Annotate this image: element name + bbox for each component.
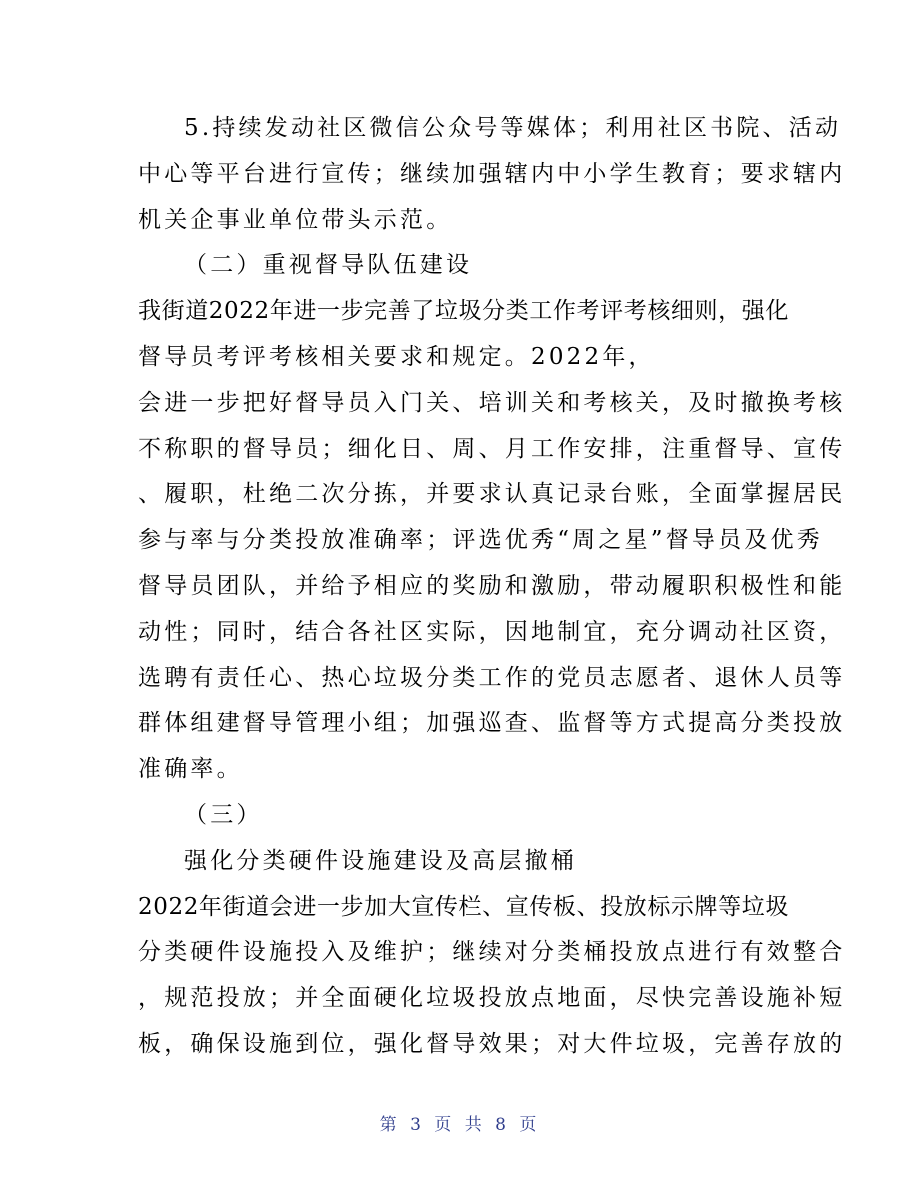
text-line: 我街道2022年进一步完善了垃圾分类工作考评考核细则，强化: [138, 298, 789, 325]
text-line: 2022年街道会进一步加大宣传栏、宣传板、投放标示牌等垃圾: [138, 893, 789, 920]
text-line: 、履职，杜绝二次分拣，并要求认真记录台账，全面掌握居民: [138, 481, 846, 508]
text-line: 准确率。: [138, 756, 243, 783]
section-heading: （三）: [184, 801, 263, 828]
text-line: 选聘有责任心、热心垃圾分类工作的党员志愿者、退休人员等: [138, 664, 846, 691]
text-line: ，规范投放；并全面硬化垃圾投放点地面，尽快完善设施补短: [138, 985, 846, 1012]
text-line: 群体组建督导管理小组；加强巡查、监督等方式提高分类投放: [138, 710, 846, 737]
section-heading: （二）重视督导队伍建设: [184, 252, 473, 279]
text-line: 督导员团队，并给予相应的奖励和激励，带动履职积极性和能: [138, 572, 846, 599]
page-number: 第 3 页 共 8 页: [379, 1115, 541, 1135]
document-body: [138, 106, 846, 1068]
text-line: 中心等平台进行宣传；继续加强辖内中小学生教育；要求辖内: [138, 160, 846, 187]
text-line: 动性；同时，结合各社区实际，因地制宜，充分调动社区资，: [138, 618, 846, 645]
text-line: 分类硬件设施投入及维护；继续对分类桶投放点进行有效整合: [138, 939, 846, 966]
text-line: 板，确保设施到位，强化督导效果；对大件垃圾，完善存放的: [138, 1030, 846, 1057]
text-line: 不称职的督导员；细化日、周、月工作安排，注重督导、宣传: [138, 435, 846, 462]
text-line: 参与率与分类投放准确率；评选优秀“周之星”督导员及优秀: [138, 527, 823, 554]
text-line: 机关企事业单位带头示范。: [138, 206, 453, 233]
section-heading: 强化分类硬件设施建设及高层撤桶: [184, 847, 577, 874]
text-line: 督导员考评考核相关要求和规定。2022年，: [138, 343, 655, 370]
text-line: 会进一步把好督导员入门关、培训关和考核关，及时撤换考核: [138, 389, 846, 416]
text-line: 5.持续发动社区微信公众号等媒体；利用社区书院、活动: [184, 115, 842, 141]
